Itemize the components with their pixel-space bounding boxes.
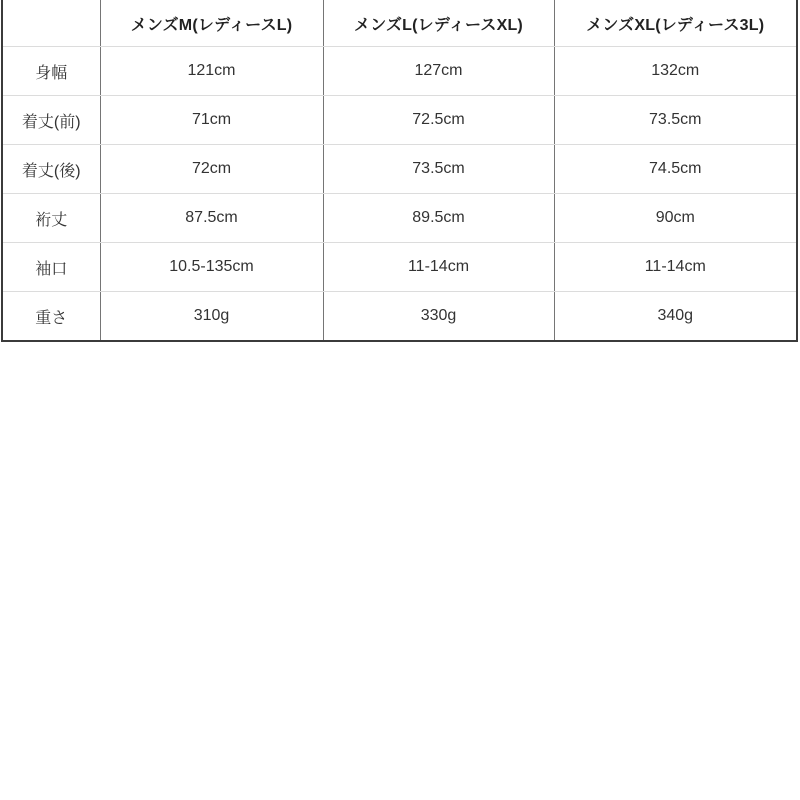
row-label-cuff: 袖口 bbox=[2, 243, 100, 292]
table-row bbox=[2, 292, 797, 342]
cell-value: 72.5cm bbox=[323, 96, 554, 145]
cell-value: 72cm bbox=[100, 145, 323, 194]
cell-value: 10.5-135cm bbox=[100, 243, 323, 292]
cell-value: 73.5cm bbox=[554, 96, 797, 145]
cell-value: 11-14cm bbox=[323, 243, 554, 292]
row-label-length-back: 着丈(後) bbox=[2, 145, 100, 194]
cell-value: 87.5cm bbox=[100, 194, 323, 243]
corner-cell bbox=[2, 0, 100, 47]
row-label-length-front: 着丈(前) bbox=[2, 96, 100, 145]
row-label-sleeve-length: 裄丈 bbox=[2, 194, 100, 243]
cell-value: 340g bbox=[554, 292, 797, 342]
column-header-mens-m: メンズM(レディースL) bbox=[100, 0, 323, 47]
cell-value: 73.5cm bbox=[323, 145, 554, 194]
size-chart-table bbox=[1, 0, 798, 342]
cell-value: 90cm bbox=[554, 194, 797, 243]
cell-value: 121cm bbox=[100, 47, 323, 96]
row-label-body-width: 身幅 bbox=[2, 47, 100, 96]
table-row bbox=[2, 243, 797, 292]
table-row bbox=[2, 96, 797, 145]
cell-value: 132cm bbox=[554, 47, 797, 96]
cell-value: 330g bbox=[323, 292, 554, 342]
column-header-mens-l: メンズL(レディースXL) bbox=[323, 0, 554, 47]
header-row bbox=[2, 0, 797, 47]
cell-value: 127cm bbox=[323, 47, 554, 96]
cell-value: 71cm bbox=[100, 96, 323, 145]
table-row bbox=[2, 47, 797, 96]
cell-value: 74.5cm bbox=[554, 145, 797, 194]
column-header-mens-xl: メンズXL(レディース3L) bbox=[554, 0, 797, 47]
table-row bbox=[2, 194, 797, 243]
row-label-weight: 重さ bbox=[2, 292, 100, 342]
table-row bbox=[2, 145, 797, 194]
cell-value: 310g bbox=[100, 292, 323, 342]
cell-value: 11-14cm bbox=[554, 243, 797, 292]
cell-value: 89.5cm bbox=[323, 194, 554, 243]
